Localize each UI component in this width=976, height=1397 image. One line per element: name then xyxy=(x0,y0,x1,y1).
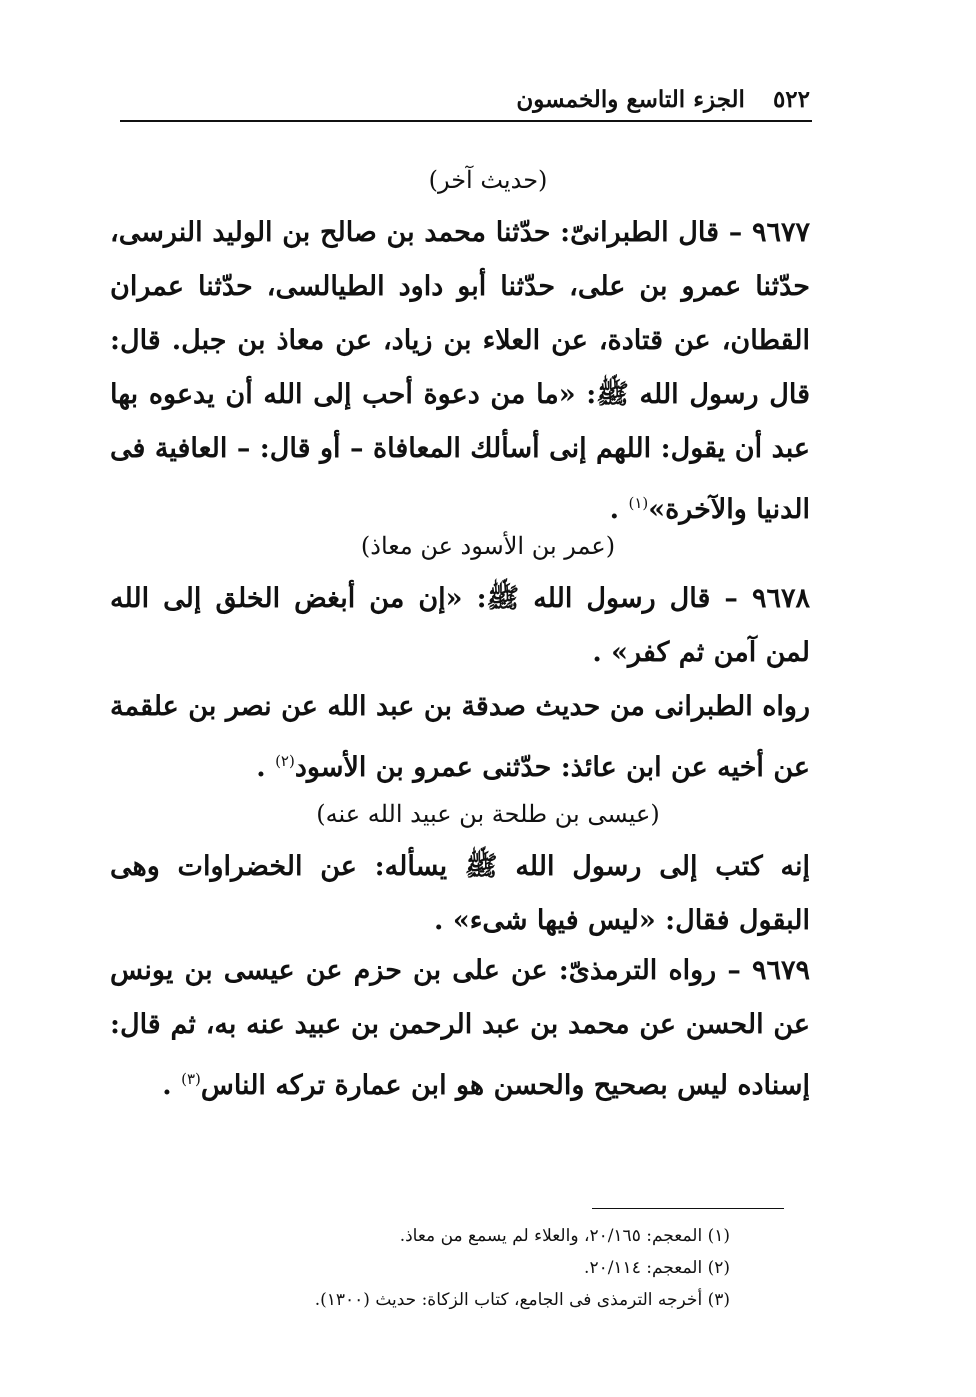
paragraph-text: رواه الطبرانى من حديث صدقة بن عبد الله عن نصر بن علقمة عن أخيه عن ابن عائذ: حدّثنى عمرو بن الأسود xyxy=(110,691,810,783)
paragraph-end: . xyxy=(256,752,276,783)
footnote-ref: (١) xyxy=(628,494,649,512)
footnote-ref: (٣) xyxy=(181,1070,201,1088)
part-title: الجزء التاسع والخمسون xyxy=(516,85,745,113)
hadith-number: ٩٦٧٩ xyxy=(751,955,810,986)
footnote-item: (١) المعجم: ٢٠/١٦٥، والعلاء لم يسمع من معاذ. xyxy=(399,1226,730,1246)
footnote-item: (٣) أخرجه الترمذى فى الجامع، كتاب الزكاة: حديث (١٣٠٠). xyxy=(314,1290,730,1310)
section-heading: (حديث آخر) xyxy=(428,166,548,194)
header-rule xyxy=(120,120,812,122)
page-number: ٥٢٢ xyxy=(772,85,810,113)
narration-paragraph xyxy=(110,680,810,795)
section-heading: (عمر بن الأسود عن معاذ) xyxy=(360,532,616,560)
narration-paragraph xyxy=(110,840,810,948)
hadith-number: ٩٦٧٧ xyxy=(751,217,810,248)
footnote-ref: (٢) xyxy=(275,752,295,770)
paragraph-text: – رواه الترمذىّ: عن على بن حزم عن عيسى بن يونس عن الحسن عن محمد بن عبد الرحمن بن عبيد عنه به، ثم قال: إسناده ليس بصحيح والحسن هو ابن عمارة تركه الناس xyxy=(110,955,810,1101)
footnote-item: (٢) المعجم: ٢٠/١١٤. xyxy=(584,1258,730,1278)
footnotes xyxy=(190,1220,730,1316)
paragraph-end: . xyxy=(162,1070,182,1101)
paragraph-text: – قال رسول الله ﷺ: «إن من أبغض الخلق إلى الله لمن آمن ثم كفر» . xyxy=(110,583,810,668)
hadith-paragraph xyxy=(110,944,810,1113)
paragraph-text: – قال الطبرانىّ: حدّثنا محمد بن صالح بن الوليد النرسى، حدّثنا عمرو بن على، حدّثنا أبو داود الطيالسى، حدّثنا عمران القطان، عن قتادة، عن العلاء بن زياد، عن معاذ بن جبل. قال: قال رسول الله ﷺ: «ما من دعوة أحب إلى الله أن يدعوه بها عبد أن يقول: اللهم إنى أسألك المعافاة – أو قال: – العافية فى الدنيا والآخرة» xyxy=(110,217,810,525)
section-heading: (عيسى بن طلحة بن عبيد الله عنه) xyxy=(316,800,660,828)
running-header xyxy=(120,82,810,116)
hadith-paragraph xyxy=(110,572,810,680)
hadith-paragraph xyxy=(110,206,810,537)
paragraph-end: . xyxy=(609,494,629,525)
paragraph-text: إنه كتب إلى رسول الله ﷺ يسأله: عن الخضراوات وهى البقول فقال: «ليس فيها شىء» . xyxy=(110,851,810,936)
hadith-number: ٩٦٧٨ xyxy=(751,583,810,614)
footnote-rule xyxy=(592,1208,784,1209)
